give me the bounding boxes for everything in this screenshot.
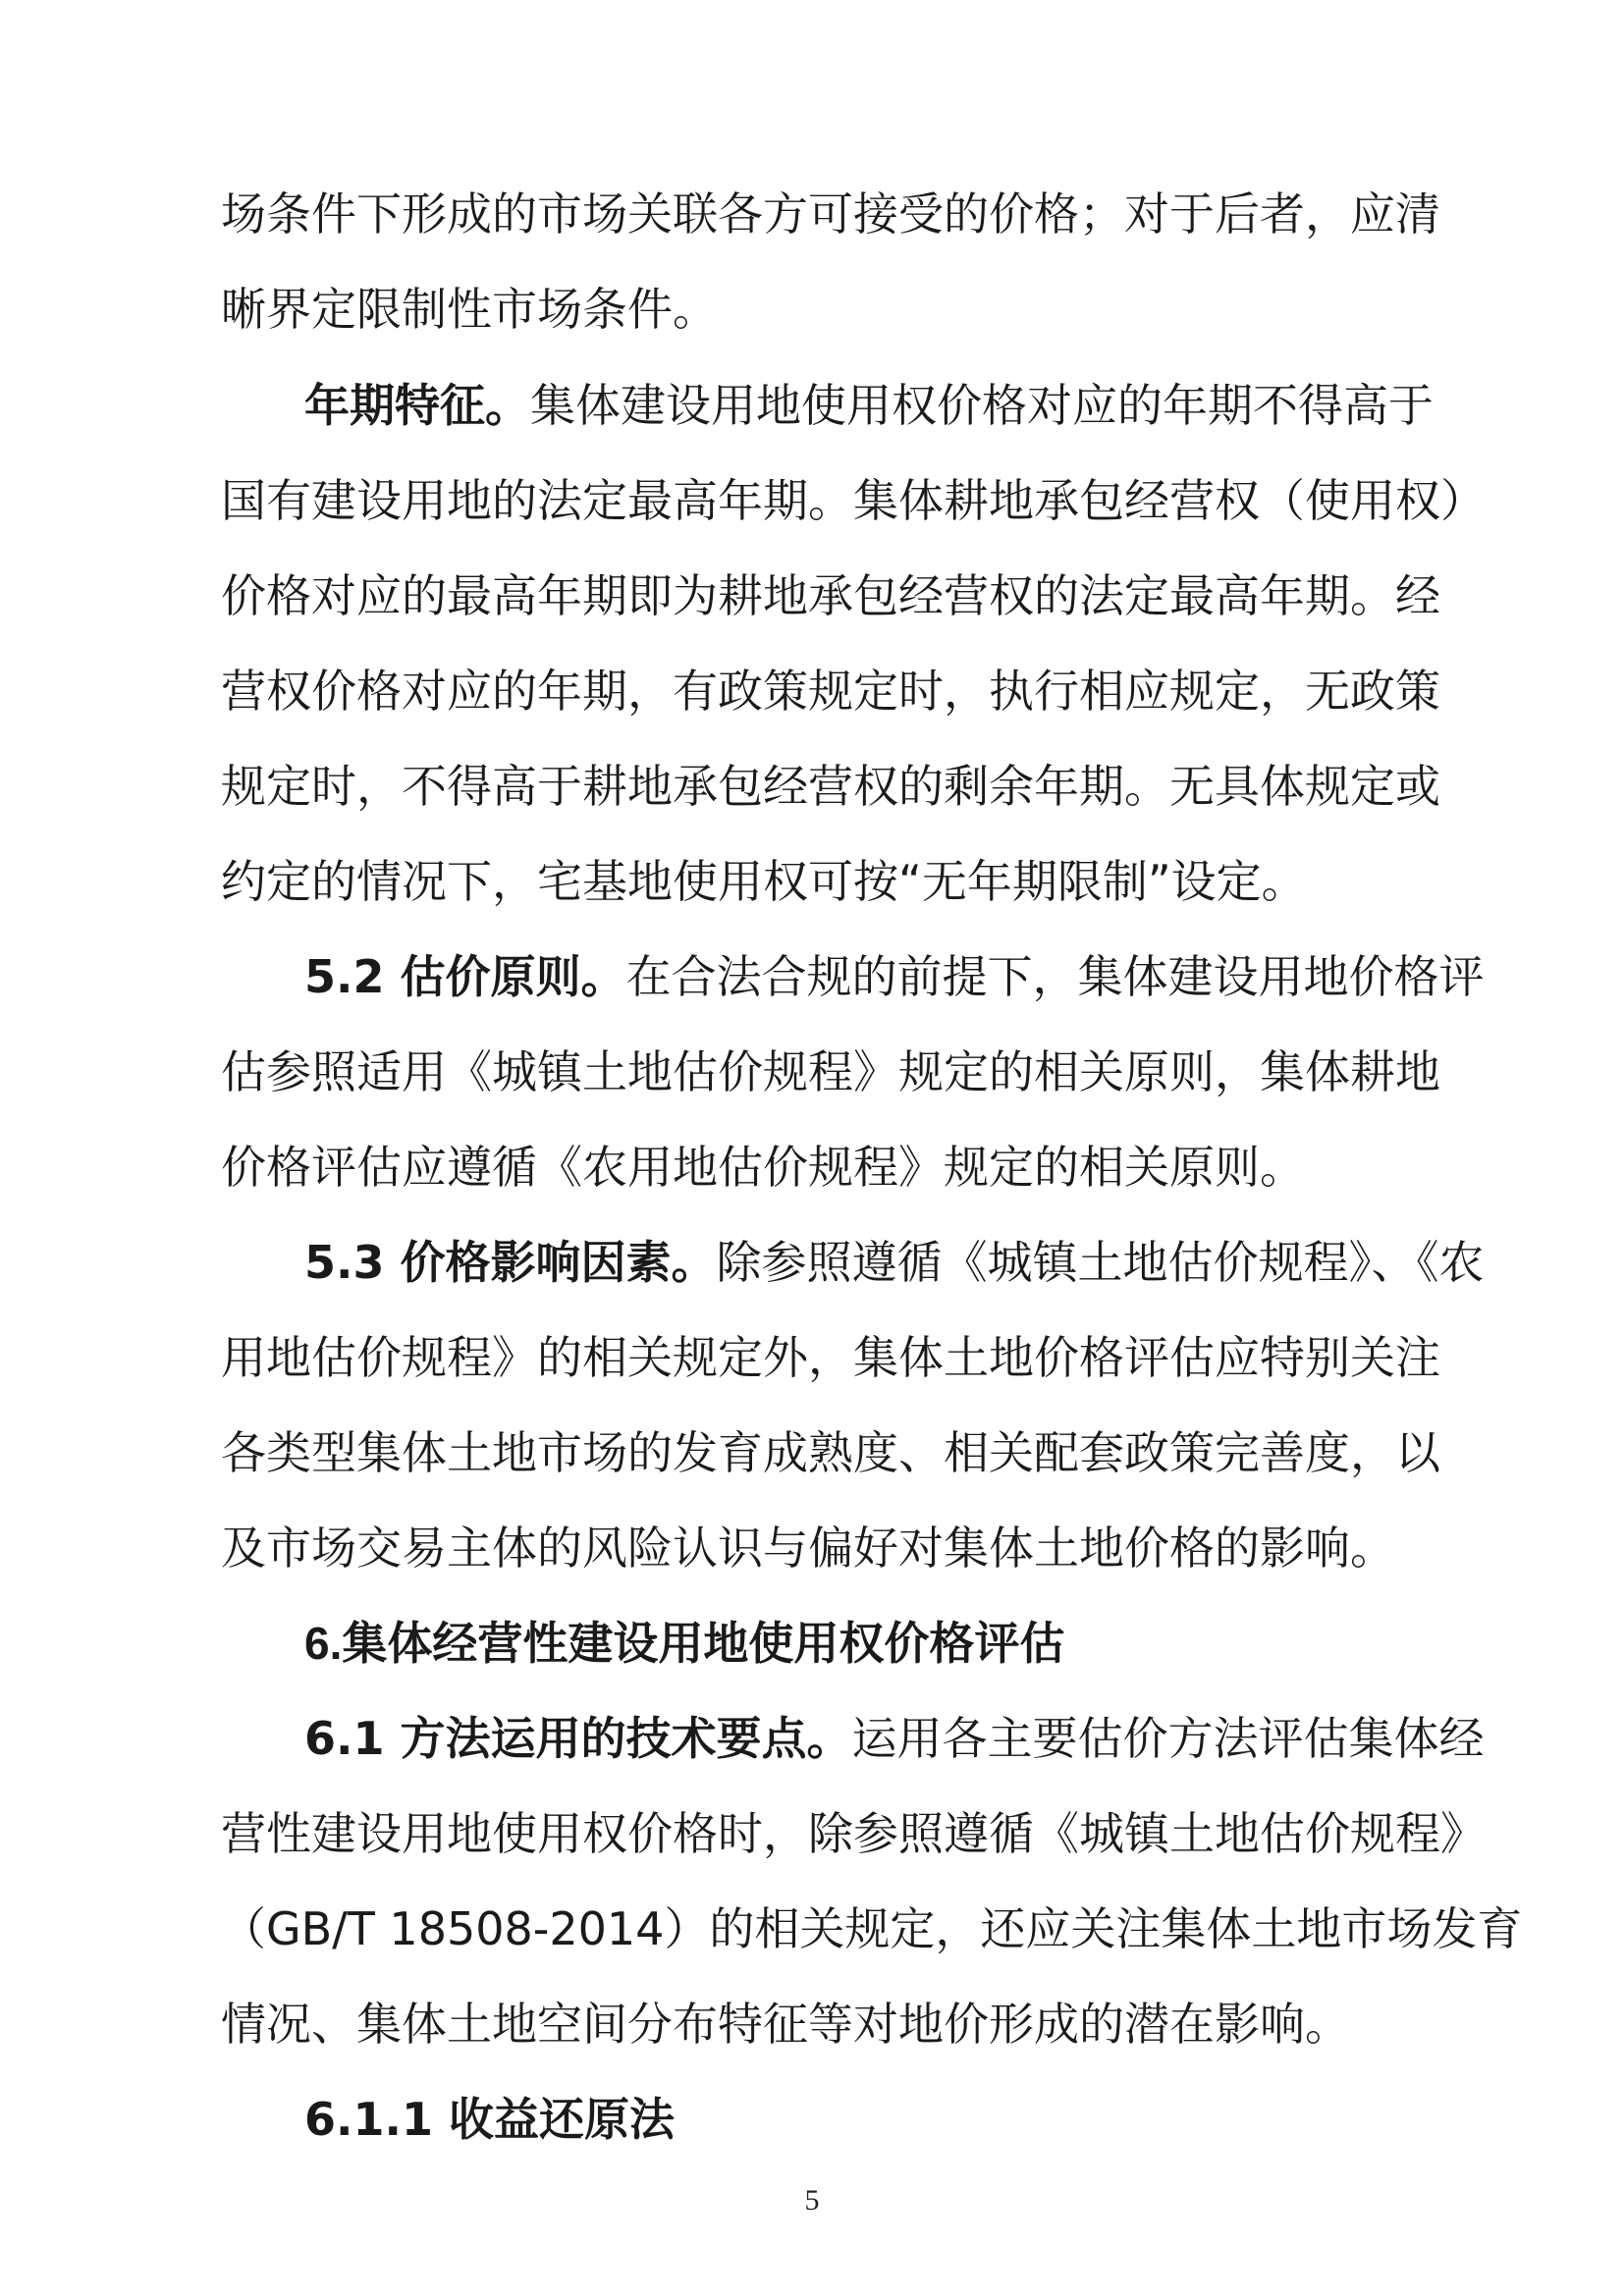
paragraph-line: 价格评估应遵循《农用地估价规程》规定的相关原则。 xyxy=(221,1141,1305,1194)
paragraph-line: 约定的情况下，宅基地使用权可按“无年期限制”设定。 xyxy=(221,855,1307,908)
section-label: 6.1 方法运用的技术要点。 xyxy=(304,1712,852,1765)
paragraph-text: 除参照遵循《城镇土地估价规程》、《农 xyxy=(716,1236,1485,1289)
paragraph-line xyxy=(304,376,1434,437)
paragraph-line: 估参照适用《城镇土地估价规程》规定的相关原则，集体耕地 xyxy=(221,1045,1440,1098)
section-heading: 6.集体经营性建设用地使用权价格评估 xyxy=(304,1618,1065,1669)
paragraph-line: 国有建设用地的法定最高年期。集体耕地承包经营权（使用权） xyxy=(221,474,1486,527)
paragraph-text: 运用各主要估价方法评估集体经 xyxy=(851,1712,1485,1765)
paragraph-line: 各类型集体土地市场的发育成熟度、相关配套政策完善度，以 xyxy=(221,1426,1440,1479)
term-label: 年期特征。 xyxy=(304,379,530,432)
paragraph-text: 在合法合规的前提下，集体建设用地价格评 xyxy=(625,950,1485,1003)
paragraph-line: 晰界定限制性市场条件。 xyxy=(221,283,718,336)
paragraph-line: 规定时，不得高于耕地承包经营权的剩余年期。无具体规定或 xyxy=(221,760,1440,813)
subsection-heading: 6.1.1 收益还原法 xyxy=(304,2093,675,2146)
paragraph-line: 情况、集体土地空间分布特征等对地价形成的潜在影响。 xyxy=(221,1998,1350,2051)
paragraph-line: 营性建设用地使用权价格时，除参照遵循《城镇土地估价规程》 xyxy=(221,1807,1486,1860)
paragraph-line: 场条件下形成的市场关联各方可接受的价格；对于后者，应清 xyxy=(221,187,1440,240)
section-label: 5.2 估价原则。 xyxy=(304,950,626,1003)
section-label: 5.3 价格影响因素。 xyxy=(304,1236,717,1289)
paragraph-line xyxy=(304,1709,1485,1770)
paragraph-line xyxy=(304,947,1485,1008)
paragraph-line xyxy=(304,1233,1485,1294)
paragraph-line: 及市场交易主体的风险认识与偏好对集体土地价格的影响。 xyxy=(221,1522,1395,1575)
paragraph-text: 集体建设用地使用权价格对应的年期不得高于 xyxy=(530,379,1434,432)
paragraph-line: （GB/T 18508-2014）的相关规定，还应关注集体土地市场发育 xyxy=(221,1902,1523,1955)
paragraph-line: 价格对应的最高年期即为耕地承包经营权的法定最高年期。经 xyxy=(221,569,1440,622)
page-number: 5 xyxy=(804,2184,820,2216)
paragraph-line: 用地估价规程》的相关规定外，集体土地价格评估应特别关注 xyxy=(221,1331,1440,1384)
paragraph-line: 营权价格对应的年期，有政策规定时，执行相应规定，无政策 xyxy=(221,665,1440,718)
